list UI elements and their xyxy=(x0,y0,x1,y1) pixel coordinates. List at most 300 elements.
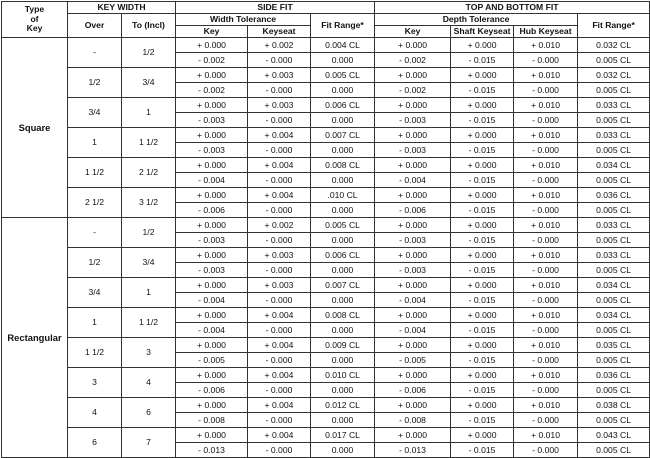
cell-key-width-tolerance-upper: + 0.000 xyxy=(176,338,247,353)
table-row xyxy=(2,68,650,98)
cell-over: 1 xyxy=(68,308,122,338)
cell-top-bottom-fit-range-lower: 0.005 CL xyxy=(596,115,631,125)
cell-top-bottom-fit-range-lower: 0.005 CL xyxy=(596,325,631,335)
cell-side-fit-range xyxy=(311,278,375,308)
cell-side-fit-range-lower: 0.000 xyxy=(331,355,354,365)
header-key-width: KEY WIDTH xyxy=(68,2,176,14)
cell-to-incl: 7 xyxy=(122,428,176,458)
cell-key-width-tolerance-lower: - 0.002 xyxy=(198,85,225,95)
cell-shaft-keyseat-tolerance-lower: - 0.015 xyxy=(468,55,496,65)
cell-hub-keyseat-tolerance-upper: + 0.010 xyxy=(514,158,577,173)
cell-key-depth-tolerance-lower: - 0.004 xyxy=(399,325,426,335)
cell-keyseat-width-tolerance-upper: + 0.003 xyxy=(248,278,310,293)
cell-key-width-tolerance xyxy=(176,128,248,158)
cell-key-width-tolerance-upper: + 0.000 xyxy=(176,68,247,83)
cell-key-width-tolerance xyxy=(176,398,248,428)
cell-keyseat-width-tolerance-lower: - 0.000 xyxy=(265,235,293,245)
cell-top-bottom-fit-range-upper: 0.033 CL xyxy=(578,248,649,263)
cell-over: 1/2 xyxy=(68,248,122,278)
cell-side-fit-range-upper: 0.007 CL xyxy=(311,128,374,143)
cell-top-bottom-fit-range xyxy=(578,368,650,398)
cell-key-depth-tolerance-upper: + 0.000 xyxy=(375,368,450,383)
cell-top-bottom-fit-range-upper: 0.033 CL xyxy=(578,128,649,143)
header-hub-keyseat: Hub Keyseat xyxy=(514,26,578,38)
cell-to-incl: 1 1/2 xyxy=(122,308,176,338)
cell-top-bottom-fit-range-upper: 0.034 CL xyxy=(578,158,649,173)
cell-hub-keyseat-tolerance-upper: + 0.010 xyxy=(514,98,577,113)
cell-keyseat-width-tolerance xyxy=(248,68,311,98)
cell-over: - xyxy=(68,218,122,248)
cell-top-bottom-fit-range xyxy=(578,38,650,68)
cell-key-depth-tolerance-upper: + 0.000 xyxy=(375,308,450,323)
cell-top-bottom-fit-range xyxy=(578,68,650,98)
cell-shaft-keyseat-tolerance-lower: - 0.015 xyxy=(468,175,496,185)
cell-key-width-tolerance-upper: + 0.000 xyxy=(176,308,247,323)
cell-top-bottom-fit-range-lower: 0.005 CL xyxy=(596,205,631,215)
cell-hub-keyseat-tolerance-lower: - 0.000 xyxy=(532,295,559,305)
cell-side-fit-range-lower: 0.000 xyxy=(331,235,354,245)
cell-keyseat-width-tolerance-lower: - 0.000 xyxy=(265,265,293,275)
cell-key-depth-tolerance xyxy=(375,218,451,248)
cell-side-fit-range-upper: 0.010 CL xyxy=(311,368,374,383)
cell-shaft-keyseat-tolerance-upper: + 0.000 xyxy=(451,368,513,383)
cell-side-fit-range-upper: 0.005 CL xyxy=(311,68,374,83)
table-row xyxy=(2,278,650,308)
cell-side-fit-range-lower: 0.000 xyxy=(331,415,354,425)
cell-top-bottom-fit-range-lower: 0.005 CL xyxy=(596,355,631,365)
cell-top-bottom-fit-range-lower: 0.005 CL xyxy=(596,85,631,95)
cell-side-fit-range-lower: 0.000 xyxy=(331,55,354,65)
cell-shaft-keyseat-tolerance xyxy=(451,308,514,338)
cell-top-bottom-fit-range-lower: 0.005 CL xyxy=(596,55,631,65)
cell-top-bottom-fit-range-upper: 0.033 CL xyxy=(578,218,649,233)
cell-top-bottom-fit-range-upper: 0.033 CL xyxy=(578,98,649,113)
cell-key-width-tolerance xyxy=(176,308,248,338)
cell-key-depth-tolerance-lower: - 0.004 xyxy=(399,295,426,305)
cell-shaft-keyseat-tolerance xyxy=(451,158,514,188)
cell-over: - xyxy=(68,38,122,68)
cell-side-fit-range xyxy=(311,98,375,128)
cell-side-fit-range-upper: 0.004 CL xyxy=(311,38,374,53)
cell-side-fit-range xyxy=(311,338,375,368)
cell-keyseat-width-tolerance xyxy=(248,278,311,308)
cell-over: 1/2 xyxy=(68,68,122,98)
cell-over: 3 xyxy=(68,368,122,398)
cell-keyseat-width-tolerance-lower: - 0.000 xyxy=(265,55,293,65)
key-type-label: Rectangular xyxy=(2,218,68,458)
cell-shaft-keyseat-tolerance-lower: - 0.015 xyxy=(468,325,496,335)
cell-key-width-tolerance-lower: - 0.003 xyxy=(198,265,225,275)
cell-key-depth-tolerance-upper: + 0.000 xyxy=(375,278,450,293)
cell-side-fit-range xyxy=(311,218,375,248)
cell-side-fit-range-upper: 0.008 CL xyxy=(311,158,374,173)
cell-key-depth-tolerance xyxy=(375,158,451,188)
cell-keyseat-width-tolerance-lower: - 0.000 xyxy=(265,385,293,395)
cell-shaft-keyseat-tolerance-upper: + 0.000 xyxy=(451,278,513,293)
cell-hub-keyseat-tolerance xyxy=(514,158,578,188)
cell-key-depth-tolerance xyxy=(375,428,451,458)
header-to-incl: To (Incl) xyxy=(122,14,176,38)
cell-key-depth-tolerance-upper: + 0.000 xyxy=(375,338,450,353)
header-over: Over xyxy=(68,14,122,38)
cell-side-fit-range-lower: 0.000 xyxy=(331,445,354,455)
cell-key-width-tolerance-lower: - 0.004 xyxy=(198,175,225,185)
header-keyseat-width-tol: Keyseat xyxy=(248,26,311,38)
cell-key-depth-tolerance xyxy=(375,188,451,218)
cell-top-bottom-fit-range xyxy=(578,188,650,218)
cell-keyseat-width-tolerance-upper: + 0.004 xyxy=(248,398,310,413)
cell-top-bottom-fit-range-upper: 0.032 CL xyxy=(578,38,649,53)
cell-key-width-tolerance xyxy=(176,188,248,218)
cell-hub-keyseat-tolerance xyxy=(514,428,578,458)
cell-key-depth-tolerance-lower: - 0.013 xyxy=(399,445,426,455)
cell-to-incl: 1 xyxy=(122,98,176,128)
cell-key-width-tolerance-lower: - 0.002 xyxy=(198,55,225,65)
cell-keyseat-width-tolerance xyxy=(248,308,311,338)
cell-key-depth-tolerance-upper: + 0.000 xyxy=(375,158,450,173)
cell-hub-keyseat-tolerance-upper: + 0.010 xyxy=(514,428,577,443)
cell-shaft-keyseat-tolerance xyxy=(451,38,514,68)
cell-key-width-tolerance-upper: + 0.000 xyxy=(176,98,247,113)
cell-hub-keyseat-tolerance-upper: + 0.010 xyxy=(514,68,577,83)
cell-side-fit-range xyxy=(311,188,375,218)
cell-keyseat-width-tolerance-lower: - 0.000 xyxy=(265,355,293,365)
cell-top-bottom-fit-range xyxy=(578,278,650,308)
cell-top-bottom-fit-range-lower: 0.005 CL xyxy=(596,385,631,395)
cell-key-width-tolerance-upper: + 0.000 xyxy=(176,278,247,293)
cell-side-fit-range-upper: 0.006 CL xyxy=(311,98,374,113)
cell-to-incl: 4 xyxy=(122,368,176,398)
cell-keyseat-width-tolerance-lower: - 0.000 xyxy=(265,415,293,425)
cell-key-depth-tolerance-upper: + 0.000 xyxy=(375,248,450,263)
cell-key-depth-tolerance xyxy=(375,248,451,278)
cell-hub-keyseat-tolerance xyxy=(514,128,578,158)
cell-hub-keyseat-tolerance-upper: + 0.010 xyxy=(514,248,577,263)
cell-key-depth-tolerance-upper: + 0.000 xyxy=(375,38,450,53)
cell-key-width-tolerance-lower: - 0.004 xyxy=(198,325,225,335)
cell-key-depth-tolerance xyxy=(375,338,451,368)
cell-hub-keyseat-tolerance xyxy=(514,188,578,218)
keyway-tolerance-table xyxy=(1,1,650,458)
cell-hub-keyseat-tolerance-upper: + 0.010 xyxy=(514,398,577,413)
cell-hub-keyseat-tolerance-lower: - 0.000 xyxy=(532,205,559,215)
cell-side-fit-range xyxy=(311,398,375,428)
cell-hub-keyseat-tolerance-upper: + 0.010 xyxy=(514,128,577,143)
cell-top-bottom-fit-range xyxy=(578,158,650,188)
cell-key-width-tolerance xyxy=(176,278,248,308)
cell-over: 3/4 xyxy=(68,278,122,308)
cell-key-width-tolerance xyxy=(176,368,248,398)
table-row xyxy=(2,188,650,218)
cell-side-fit-range-lower: 0.000 xyxy=(331,115,354,125)
table-row xyxy=(2,218,650,248)
cell-key-depth-tolerance-lower: - 0.003 xyxy=(399,265,426,275)
cell-shaft-keyseat-tolerance xyxy=(451,338,514,368)
cell-key-depth-tolerance-lower: - 0.005 xyxy=(399,355,426,365)
cell-shaft-keyseat-tolerance-lower: - 0.015 xyxy=(468,265,496,275)
cell-key-depth-tolerance-lower: - 0.003 xyxy=(399,145,426,155)
cell-hub-keyseat-tolerance-lower: - 0.000 xyxy=(532,145,559,155)
table-row xyxy=(2,158,650,188)
cell-over: 1 1/2 xyxy=(68,158,122,188)
cell-shaft-keyseat-tolerance-lower: - 0.015 xyxy=(468,145,496,155)
table-row xyxy=(2,98,650,128)
cell-key-width-tolerance-upper: + 0.000 xyxy=(176,248,247,263)
cell-key-width-tolerance-lower: - 0.008 xyxy=(198,415,225,425)
cell-to-incl: 3 1/2 xyxy=(122,188,176,218)
cell-hub-keyseat-tolerance-upper: + 0.010 xyxy=(514,278,577,293)
cell-side-fit-range-upper: 0.012 CL xyxy=(311,398,374,413)
cell-shaft-keyseat-tolerance xyxy=(451,278,514,308)
cell-to-incl: 1/2 xyxy=(122,38,176,68)
cell-top-bottom-fit-range-upper: 0.035 CL xyxy=(578,338,649,353)
cell-keyseat-width-tolerance xyxy=(248,38,311,68)
cell-key-depth-tolerance xyxy=(375,128,451,158)
cell-keyseat-width-tolerance-upper: + 0.003 xyxy=(248,248,310,263)
cell-shaft-keyseat-tolerance xyxy=(451,68,514,98)
cell-to-incl: 3/4 xyxy=(122,248,176,278)
cell-side-fit-range-lower: 0.000 xyxy=(331,265,354,275)
cell-key-depth-tolerance-lower: - 0.003 xyxy=(399,115,426,125)
cell-key-width-tolerance xyxy=(176,68,248,98)
cell-top-bottom-fit-range-upper: 0.032 CL xyxy=(578,68,649,83)
cell-keyseat-width-tolerance xyxy=(248,368,311,398)
cell-shaft-keyseat-tolerance-upper: + 0.000 xyxy=(451,218,513,233)
cell-key-depth-tolerance-upper: + 0.000 xyxy=(375,68,450,83)
cell-shaft-keyseat-tolerance xyxy=(451,218,514,248)
cell-keyseat-width-tolerance-lower: - 0.000 xyxy=(265,175,293,185)
cell-hub-keyseat-tolerance-lower: - 0.000 xyxy=(532,355,559,365)
cell-key-width-tolerance xyxy=(176,38,248,68)
header-key-width-tol: Key xyxy=(176,26,248,38)
cell-over: 2 1/2 xyxy=(68,188,122,218)
cell-shaft-keyseat-tolerance xyxy=(451,248,514,278)
cell-key-width-tolerance-lower: - 0.006 xyxy=(198,385,225,395)
cell-shaft-keyseat-tolerance-upper: + 0.000 xyxy=(451,308,513,323)
cell-key-depth-tolerance-lower: - 0.002 xyxy=(399,55,426,65)
cell-key-depth-tolerance xyxy=(375,98,451,128)
cell-shaft-keyseat-tolerance-lower: - 0.015 xyxy=(468,115,496,125)
cell-key-width-tolerance xyxy=(176,428,248,458)
cell-key-depth-tolerance-lower: - 0.004 xyxy=(399,175,426,185)
cell-top-bottom-fit-range-lower: 0.005 CL xyxy=(596,295,631,305)
cell-shaft-keyseat-tolerance-lower: - 0.015 xyxy=(468,85,496,95)
table-row xyxy=(2,398,650,428)
cell-key-depth-tolerance-lower: - 0.006 xyxy=(399,385,426,395)
cell-hub-keyseat-tolerance xyxy=(514,218,578,248)
cell-to-incl: 1/2 xyxy=(122,218,176,248)
cell-top-bottom-fit-range xyxy=(578,398,650,428)
cell-keyseat-width-tolerance-upper: + 0.004 xyxy=(248,308,310,323)
cell-key-width-tolerance-upper: + 0.000 xyxy=(176,398,247,413)
cell-key-width-tolerance-upper: + 0.000 xyxy=(176,218,247,233)
cell-shaft-keyseat-tolerance-upper: + 0.000 xyxy=(451,158,513,173)
cell-key-depth-tolerance xyxy=(375,368,451,398)
cell-keyseat-width-tolerance xyxy=(248,128,311,158)
cell-side-fit-range-upper: 0.017 CL xyxy=(311,428,374,443)
cell-side-fit-range-upper: 0.006 CL xyxy=(311,248,374,263)
header-key-depth-tol: Key xyxy=(375,26,451,38)
cell-key-width-tolerance-lower: - 0.005 xyxy=(198,355,225,365)
table-row xyxy=(2,428,650,458)
cell-hub-keyseat-tolerance xyxy=(514,398,578,428)
cell-hub-keyseat-tolerance-lower: - 0.000 xyxy=(532,265,559,275)
cell-side-fit-range-lower: 0.000 xyxy=(331,295,354,305)
cell-key-width-tolerance xyxy=(176,218,248,248)
cell-side-fit-range-lower: 0.000 xyxy=(331,325,354,335)
cell-key-depth-tolerance xyxy=(375,38,451,68)
cell-keyseat-width-tolerance-upper: + 0.003 xyxy=(248,68,310,83)
cell-side-fit-range-lower: 0.000 xyxy=(331,85,354,95)
cell-hub-keyseat-tolerance-upper: + 0.010 xyxy=(514,188,577,203)
cell-top-bottom-fit-range-lower: 0.005 CL xyxy=(596,175,631,185)
cell-keyseat-width-tolerance xyxy=(248,248,311,278)
cell-keyseat-width-tolerance xyxy=(248,188,311,218)
cell-side-fit-range-upper: 0.009 CL xyxy=(311,338,374,353)
cell-side-fit-range-upper: 0.005 CL xyxy=(311,218,374,233)
cell-hub-keyseat-tolerance xyxy=(514,248,578,278)
cell-side-fit-range xyxy=(311,128,375,158)
cell-key-width-tolerance-upper: + 0.000 xyxy=(176,428,247,443)
cell-hub-keyseat-tolerance xyxy=(514,98,578,128)
cell-shaft-keyseat-tolerance xyxy=(451,98,514,128)
cell-keyseat-width-tolerance-upper: + 0.004 xyxy=(248,128,310,143)
cell-key-width-tolerance-lower: - 0.006 xyxy=(198,205,225,215)
cell-keyseat-width-tolerance xyxy=(248,338,311,368)
cell-keyseat-width-tolerance xyxy=(248,218,311,248)
table-row xyxy=(2,338,650,368)
cell-key-depth-tolerance-upper: + 0.000 xyxy=(375,188,450,203)
cell-top-bottom-fit-range xyxy=(578,218,650,248)
header-shaft-keyseat: Shaft Keyseat xyxy=(451,26,514,38)
cell-side-fit-range-lower: 0.000 xyxy=(331,175,354,185)
cell-shaft-keyseat-tolerance xyxy=(451,128,514,158)
cell-side-fit-range-lower: 0.000 xyxy=(331,205,354,215)
cell-keyseat-width-tolerance-lower: - 0.000 xyxy=(265,445,293,455)
cell-shaft-keyseat-tolerance-upper: + 0.000 xyxy=(451,428,513,443)
cell-shaft-keyseat-tolerance-upper: + 0.000 xyxy=(451,248,513,263)
cell-side-fit-range xyxy=(311,158,375,188)
cell-key-depth-tolerance xyxy=(375,278,451,308)
table-body xyxy=(2,38,650,458)
cell-hub-keyseat-tolerance xyxy=(514,308,578,338)
cell-hub-keyseat-tolerance-upper: + 0.010 xyxy=(514,368,577,383)
cell-key-depth-tolerance xyxy=(375,68,451,98)
cell-side-fit-range-lower: 0.000 xyxy=(331,145,354,155)
cell-top-bottom-fit-range xyxy=(578,248,650,278)
cell-to-incl: 2 1/2 xyxy=(122,158,176,188)
header-fit-range-side: Fit Range* xyxy=(311,14,375,38)
cell-key-width-tolerance-lower: - 0.003 xyxy=(198,115,225,125)
cell-side-fit-range xyxy=(311,68,375,98)
cell-top-bottom-fit-range-upper: 0.034 CL xyxy=(578,278,649,293)
table-row xyxy=(2,308,650,338)
cell-shaft-keyseat-tolerance-lower: - 0.015 xyxy=(468,445,496,455)
cell-shaft-keyseat-tolerance-upper: + 0.000 xyxy=(451,128,513,143)
cell-hub-keyseat-tolerance-lower: - 0.000 xyxy=(532,115,559,125)
cell-keyseat-width-tolerance-lower: - 0.000 xyxy=(265,295,293,305)
cell-hub-keyseat-tolerance xyxy=(514,68,578,98)
cell-hub-keyseat-tolerance-lower: - 0.000 xyxy=(532,175,559,185)
cell-side-fit-range-lower: 0.000 xyxy=(331,385,354,395)
cell-shaft-keyseat-tolerance xyxy=(451,368,514,398)
cell-over: 3/4 xyxy=(68,98,122,128)
table-row xyxy=(2,248,650,278)
cell-keyseat-width-tolerance-upper: + 0.002 xyxy=(248,38,310,53)
cell-top-bottom-fit-range xyxy=(578,338,650,368)
cell-side-fit-range xyxy=(311,308,375,338)
cell-keyseat-width-tolerance-lower: - 0.000 xyxy=(265,325,293,335)
cell-key-depth-tolerance-upper: + 0.000 xyxy=(375,128,450,143)
cell-keyseat-width-tolerance-lower: - 0.000 xyxy=(265,145,293,155)
cell-key-depth-tolerance-upper: + 0.000 xyxy=(375,398,450,413)
cell-keyseat-width-tolerance-upper: + 0.003 xyxy=(248,98,310,113)
cell-shaft-keyseat-tolerance-upper: + 0.000 xyxy=(451,68,513,83)
cell-keyseat-width-tolerance xyxy=(248,158,311,188)
cell-side-fit-range xyxy=(311,38,375,68)
cell-hub-keyseat-tolerance-upper: + 0.010 xyxy=(514,38,577,53)
cell-key-width-tolerance-upper: + 0.000 xyxy=(176,128,247,143)
cell-shaft-keyseat-tolerance-upper: + 0.000 xyxy=(451,338,513,353)
header-width-tolerance: Width Tolerance xyxy=(176,14,311,26)
cell-hub-keyseat-tolerance xyxy=(514,338,578,368)
cell-shaft-keyseat-tolerance xyxy=(451,428,514,458)
cell-hub-keyseat-tolerance-lower: - 0.000 xyxy=(532,445,559,455)
cell-top-bottom-fit-range-lower: 0.005 CL xyxy=(596,235,631,245)
cell-key-depth-tolerance-upper: + 0.000 xyxy=(375,428,450,443)
cell-key-depth-tolerance-lower: - 0.008 xyxy=(399,415,426,425)
cell-top-bottom-fit-range-lower: 0.005 CL xyxy=(596,415,631,425)
cell-key-width-tolerance-lower: - 0.003 xyxy=(198,145,225,155)
cell-keyseat-width-tolerance xyxy=(248,98,311,128)
cell-key-depth-tolerance xyxy=(375,398,451,428)
cell-key-width-tolerance-lower: - 0.004 xyxy=(198,295,225,305)
cell-hub-keyseat-tolerance-lower: - 0.000 xyxy=(532,235,559,245)
cell-top-bottom-fit-range-upper: 0.038 CL xyxy=(578,398,649,413)
cell-shaft-keyseat-tolerance-upper: + 0.000 xyxy=(451,398,513,413)
cell-key-depth-tolerance-lower: - 0.002 xyxy=(399,85,426,95)
cell-shaft-keyseat-tolerance-upper: + 0.000 xyxy=(451,188,513,203)
key-type-label: Square xyxy=(2,38,68,218)
table-row xyxy=(2,38,650,68)
cell-hub-keyseat-tolerance-lower: - 0.000 xyxy=(532,325,559,335)
cell-to-incl: 3 xyxy=(122,338,176,368)
header-side-fit: SIDE FIT xyxy=(176,2,375,14)
cell-top-bottom-fit-range xyxy=(578,308,650,338)
cell-over: 1 xyxy=(68,128,122,158)
cell-keyseat-width-tolerance xyxy=(248,398,311,428)
cell-key-depth-tolerance-lower: - 0.006 xyxy=(399,205,426,215)
cell-hub-keyseat-tolerance-upper: + 0.010 xyxy=(514,308,577,323)
cell-shaft-keyseat-tolerance-lower: - 0.015 xyxy=(468,235,496,245)
cell-hub-keyseat-tolerance-lower: - 0.000 xyxy=(532,385,559,395)
cell-side-fit-range-upper: .010 CL xyxy=(311,188,374,203)
cell-top-bottom-fit-range-lower: 0.005 CL xyxy=(596,265,631,275)
cell-keyseat-width-tolerance-upper: + 0.002 xyxy=(248,218,310,233)
cell-shaft-keyseat-tolerance xyxy=(451,188,514,218)
cell-hub-keyseat-tolerance-lower: - 0.000 xyxy=(532,55,559,65)
header-depth-tolerance: Depth Tolerance xyxy=(375,14,578,26)
header-top-bottom-fit: TOP AND BOTTOM FIT xyxy=(375,2,650,14)
cell-keyseat-width-tolerance-upper: + 0.004 xyxy=(248,338,310,353)
cell-key-width-tolerance-lower: - 0.003 xyxy=(198,235,225,245)
cell-shaft-keyseat-tolerance xyxy=(451,398,514,428)
cell-top-bottom-fit-range-upper: 0.036 CL xyxy=(578,188,649,203)
cell-hub-keyseat-tolerance xyxy=(514,38,578,68)
table-row xyxy=(2,128,650,158)
table-row xyxy=(2,368,650,398)
header-fit-range-top-bottom: Fit Range* xyxy=(578,14,650,38)
